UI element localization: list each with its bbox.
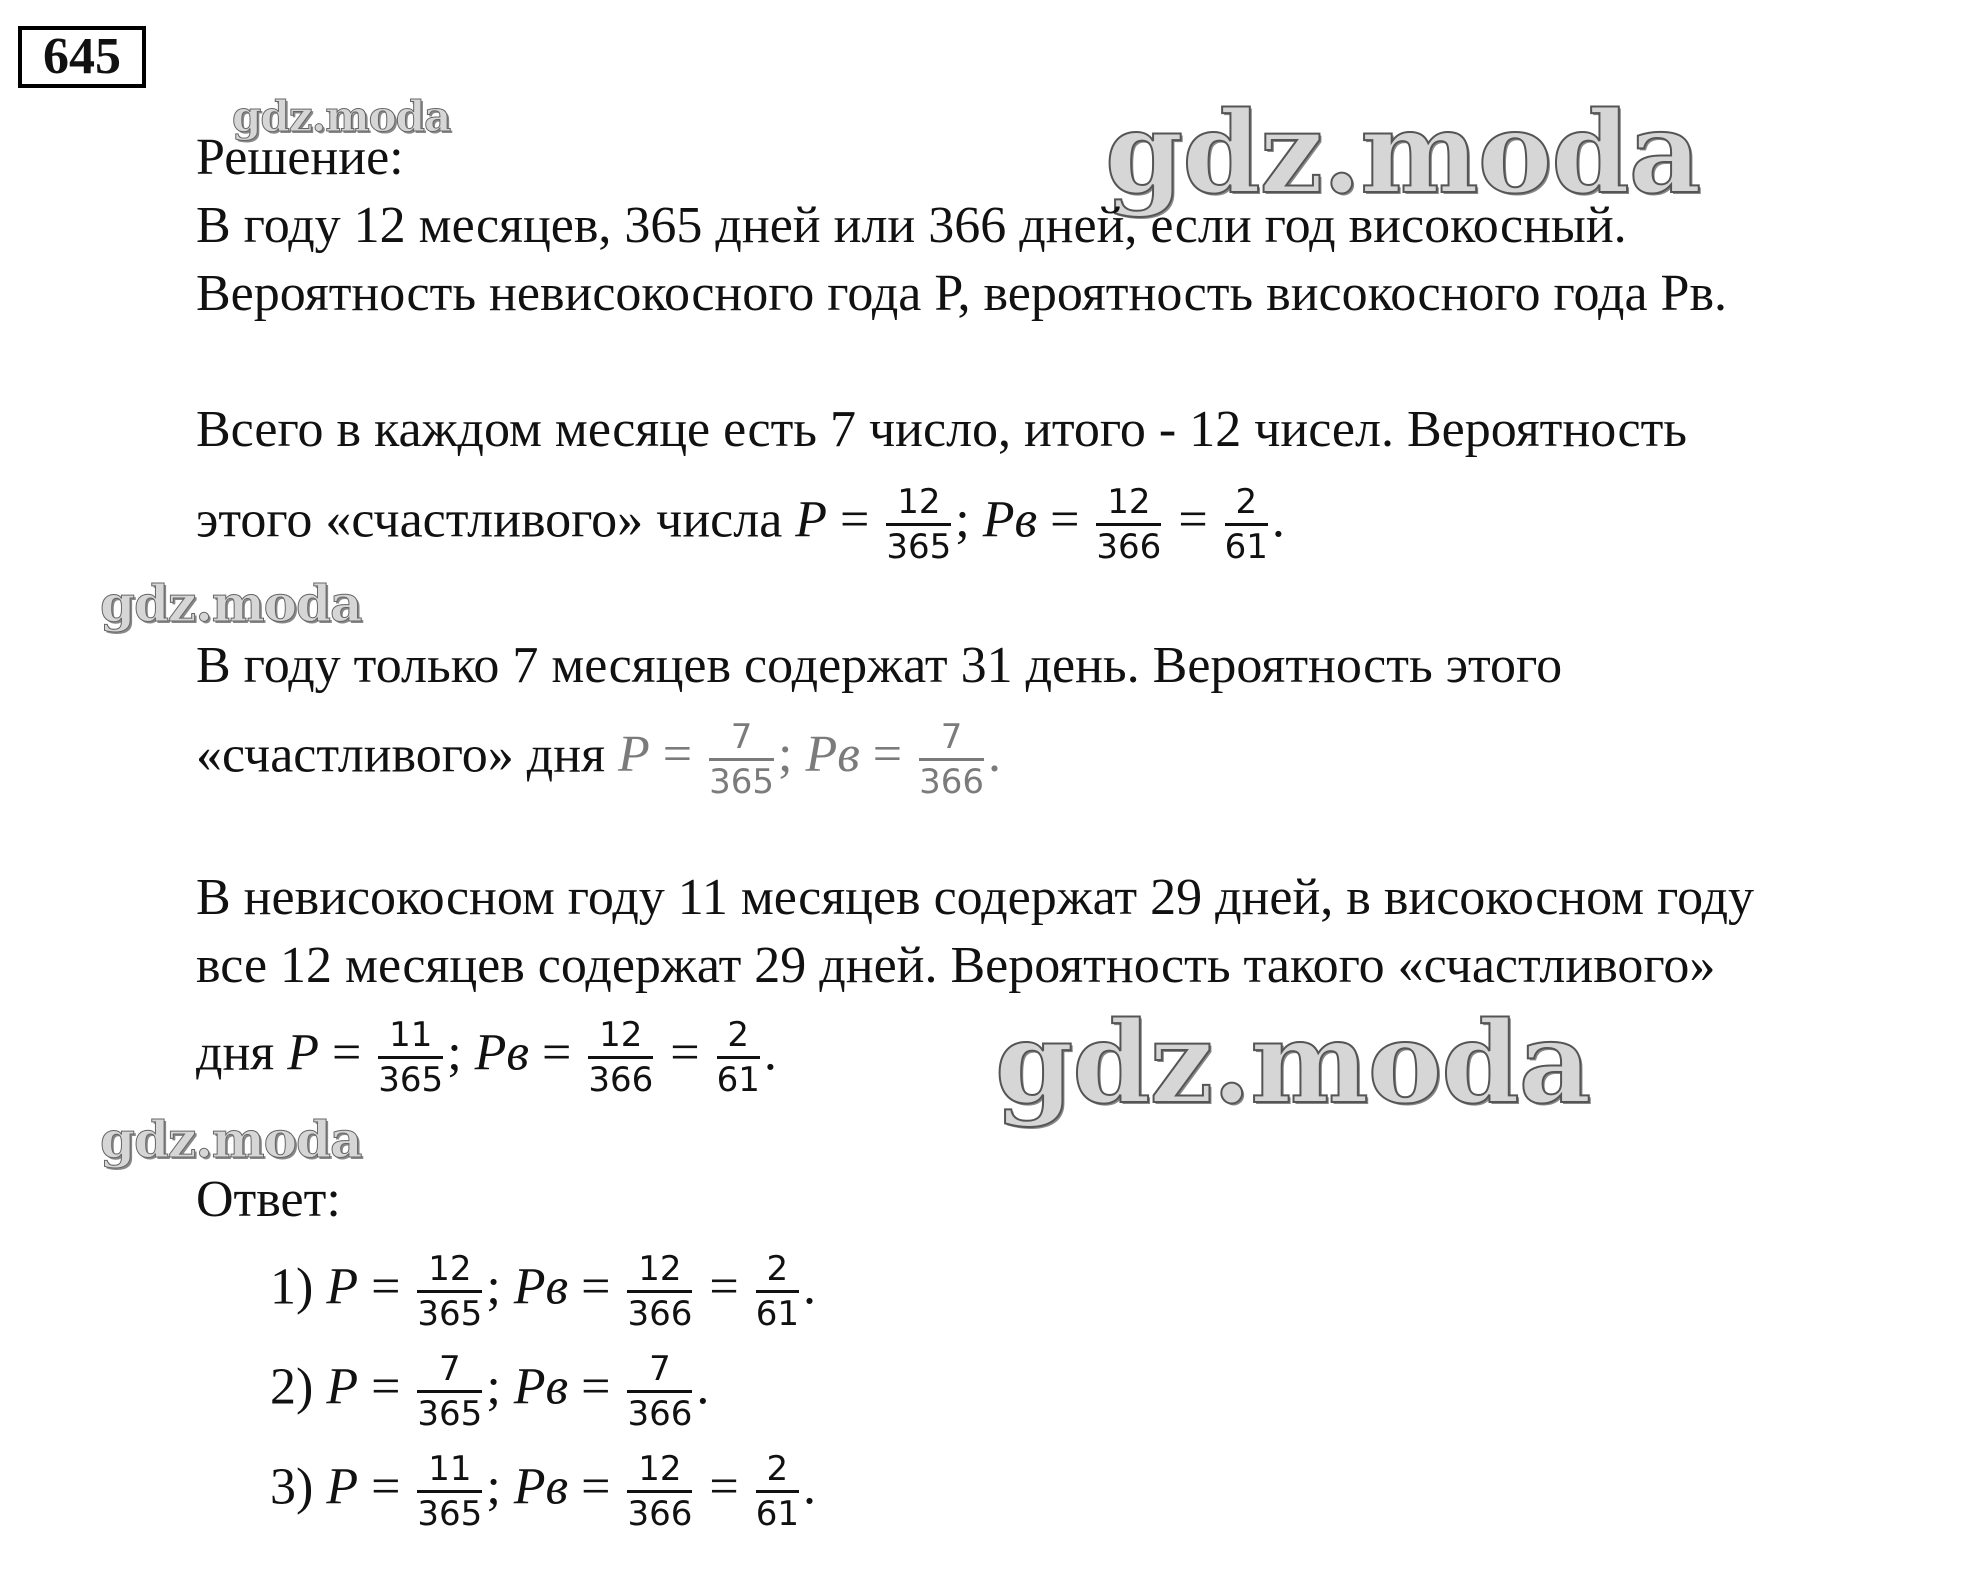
fraction-numerator: 2 [717, 1016, 760, 1059]
math-symbol: P [326, 1358, 359, 1416]
equation-line: дня P = $\frac{11}{365}$ ; Pв = $\frac{12}{366}$ = $\frac{2}{61}$ . [196, 1015, 777, 1100]
math-symbol: Pв [982, 491, 1038, 549]
text-fragment: «счастливого» дня [196, 726, 605, 784]
fraction-numerator: 2 [756, 1250, 799, 1293]
answer-heading: Ответ: [196, 1171, 341, 1228]
problem-number: 645 [18, 26, 146, 88]
fraction [417, 1450, 482, 1533]
solution-text-line: Вероятность невисокосного года P, вероятность високосного года Pв. [196, 265, 1728, 322]
fraction [627, 1250, 692, 1333]
fraction [756, 1450, 799, 1533]
math-symbol: P [795, 491, 828, 549]
solution-text-line: В году 12 месяцев, 365 дней или 366 дней, если год високосный. [196, 197, 1627, 254]
fraction-denominator: 366 [919, 762, 985, 802]
fraction-numerator: 11 [417, 1450, 482, 1493]
fraction [717, 1016, 760, 1099]
math-symbol: P [326, 1458, 359, 1516]
math-symbol: P [326, 1258, 359, 1316]
fraction-numerator: 7 [919, 718, 984, 761]
fraction-denominator: 61 [755, 1294, 799, 1334]
fraction [378, 1016, 443, 1099]
fraction-denominator: 365 [378, 1060, 444, 1100]
fraction-numerator: 12 [588, 1016, 653, 1059]
fraction-denominator: 61 [716, 1060, 760, 1100]
text-fragment: этого «счастливого» числа [196, 491, 783, 549]
fraction-numerator: 12 [627, 1450, 692, 1493]
fraction-numerator: 7 [709, 718, 774, 761]
fraction [417, 1350, 482, 1433]
fraction-denominator: 366 [627, 1494, 693, 1534]
math-symbol: Pв [474, 1024, 529, 1082]
fraction-numerator: 12 [1096, 483, 1161, 526]
fraction-numerator: 11 [378, 1016, 443, 1059]
equation-line: этого «счастливого» числа P = $\frac{12}{365}$ ; Pв = $\frac{12}{366}$ = $\frac{2}{61}$ . [196, 482, 1285, 567]
solution-heading: Решение: [196, 129, 404, 186]
math-symbol: Pв [805, 726, 860, 784]
watermark-logo: gdz.moda [1105, 88, 1701, 219]
solution-text-line: все 12 месяцев содержат 29 дней. Вероятность такого «счастливого» [196, 937, 1716, 994]
fraction-denominator: 366 [1096, 527, 1162, 567]
fraction-denominator: 365 [417, 1494, 483, 1534]
text-fragment: дня [196, 1024, 275, 1082]
answer-item: 2) P = $\frac{7}{365}$ ; Pв = $\frac{7}{366}$ . [270, 1349, 710, 1434]
fraction [627, 1450, 692, 1533]
faded-equation: P = $\frac{7}{365}$ ; Pв = $\frac{7}{366}$ . [618, 717, 1002, 802]
watermark-logo: gdz.moda [100, 574, 362, 633]
math-symbol: Pв [513, 1258, 569, 1316]
math-symbol: Pв [513, 1458, 569, 1516]
fraction-numerator: 12 [627, 1250, 692, 1293]
fraction-denominator: 366 [627, 1394, 693, 1434]
equation-line [196, 718, 1001, 801]
fraction [588, 1016, 653, 1099]
answer-item: 1) P = $\frac{12}{365}$ ; Pв = $\frac{12}{366}$ = $\frac{2}{61}$ . [270, 1249, 816, 1334]
fraction-numerator: 12 [886, 483, 951, 526]
math-symbol: Pв [513, 1358, 569, 1416]
fraction [886, 483, 951, 566]
watermark-logo: gdz.moda [995, 998, 1591, 1129]
watermark-logo: gdz.moda [232, 92, 451, 141]
fraction-numerator: 7 [627, 1350, 692, 1393]
solution-text-line: В невисокосном году 11 месяцев содержат 29 дней, в високосном году [196, 869, 1755, 926]
fraction [1096, 483, 1161, 566]
answer-label: 1) [270, 1258, 314, 1316]
math-symbol: P [618, 726, 650, 784]
solution-text-line: В году только 7 месяцев содержат 31 день. Вероятность этого [196, 637, 1563, 694]
fraction-numerator: 7 [417, 1350, 482, 1393]
fraction-denominator: 366 [627, 1294, 693, 1334]
fraction-denominator: 366 [588, 1060, 654, 1100]
watermark-logo: gdz.moda [100, 1110, 362, 1169]
math-symbol: P [287, 1024, 319, 1082]
fraction-numerator: 12 [417, 1250, 482, 1293]
fraction [1225, 483, 1268, 566]
answer-label: 2) [270, 1358, 314, 1416]
fraction [417, 1250, 482, 1333]
fraction [709, 718, 774, 801]
answer-label: 3) [270, 1458, 314, 1516]
answer-item: 3) P = $\frac{11}{365}$ ; Pв = $\frac{12}{366}$ = $\frac{2}{61}$ . [270, 1449, 816, 1534]
fraction-numerator: 2 [756, 1450, 799, 1493]
fraction-denominator: 365 [417, 1294, 483, 1334]
fraction [627, 1350, 692, 1433]
fraction-denominator: 61 [755, 1494, 799, 1534]
fraction-denominator: 365 [417, 1394, 483, 1434]
fraction [919, 718, 984, 801]
fraction-denominator: 365 [886, 527, 952, 567]
solution-text-line: Всего в каждом месяце есть 7 число, итого - 12 чисел. Вероятность [196, 401, 1688, 458]
fraction [756, 1250, 799, 1333]
fraction-denominator: 61 [1224, 527, 1268, 567]
fraction-numerator: 2 [1225, 483, 1268, 526]
fraction-denominator: 365 [709, 762, 774, 802]
